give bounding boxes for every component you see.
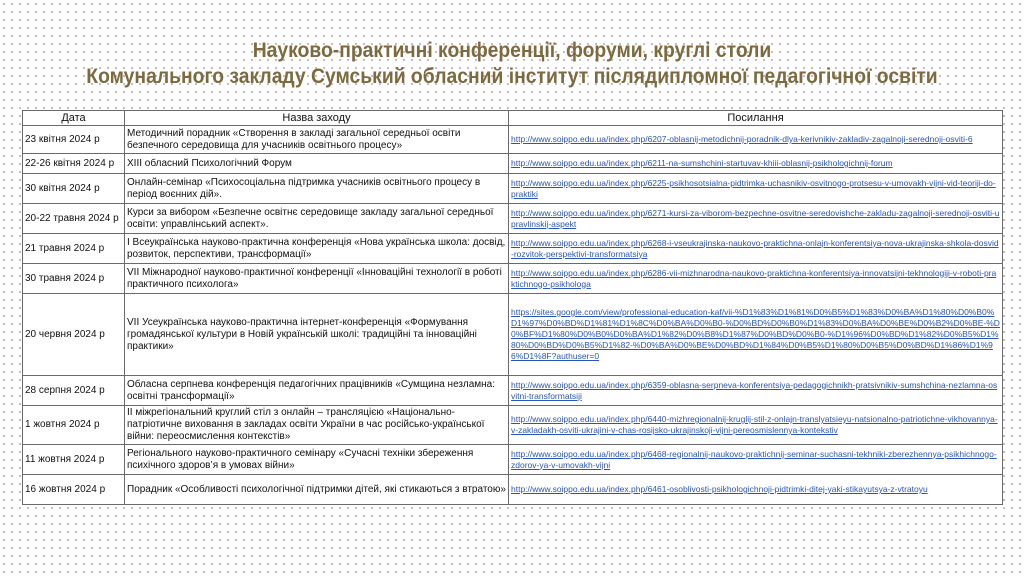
table-row	[23, 174, 1003, 204]
event-link-cell	[509, 475, 1003, 505]
event-date: 20 червня 2024 р	[23, 294, 125, 376]
event-link[interactable]: http://www.soippo.edu.ua/index.php/6440-mizhregionalnij-kruglij-stil-z-onlajn-translyatsieyu-natsionalno-patriotichne-vikhovannya-v-zakladakh-osviti-ukrajini-v-chas-rosijsko-ukrajinskoji-vijni-pereosmislennya-kontekstiv	[511, 414, 998, 435]
event-name: Курси за вибором «Безпечне освітнє середовище закладу загальної середньої освіти: управлінський аспект».	[125, 204, 509, 234]
table-row	[23, 204, 1003, 234]
event-name: II міжрегіональний круглий стіл з онлайн – трансляцією «Національно-патріотичне виховання в закладах освіти України в час російсько-української війни: переосмислення контекстів»	[125, 406, 509, 445]
table-row	[23, 445, 1003, 475]
event-link-cell	[509, 126, 1003, 154]
event-name: Обласна серпнева конференція педагогічних працівників «Сумщина незламна: освітні трансформації»	[125, 376, 509, 406]
event-date: 21 травня 2024 р	[23, 234, 125, 264]
event-link[interactable]: http://www.soippo.edu.ua/index.php/6359-oblasna-serpneva-konferentsiya-pedagogichnikh-pratsivnikiv-sumshchina-nezlamna-osvitni-transformatsiji	[511, 379, 998, 401]
table-row	[23, 376, 1003, 406]
table-row	[23, 234, 1003, 264]
table-row	[23, 294, 1003, 376]
event-link[interactable]: http://www.soippo.edu.ua/index.php/6468-regionalnij-naukovo-praktichnij-seminar-suchasni-tekhniki-zberezhennya-psikhichnogo-zdorov-ya-v-umovakh-vijni	[511, 448, 997, 470]
event-link[interactable]: http://www.soippo.edu.ua/index.php/6211-na-sumshchini-startuvav-khiii-oblasnij-psikhologichnij-forum	[511, 158, 893, 168]
event-date: 23 квітня 2024 р	[23, 126, 125, 154]
event-date: 22-26 квітня 2024 р	[23, 154, 125, 174]
header-link: Посилання	[509, 111, 1003, 126]
event-date: 28 серпня 2024 р	[23, 376, 125, 406]
event-link[interactable]: http://www.soippo.edu.ua/index.php/6207-oblasnij-metodichnij-poradnik-dlya-kerivnikiv-zakladiv-zagalnoji-serednoji-osviti-6	[511, 134, 973, 144]
event-link[interactable]: https://sites.google.com/view/professional-education-kaf/vii-%D1%83%D1%81%D0%B5%D1%83%D0%BA%D1%80%D0%B0%D1%97%D0%BD%D1%81%D1%8C%D0%BA%D0%B0-%D0%BD%D0%B0%D1%83%D0%BA%D0%BE%D0%B2%D0%BE-%D0%BF%D1%80%D0%B0%D0%BA%D1%82%D0%B8%D1%87%D0%BD%D0%B0-%D1%96%D0%BD%D1%82%D0%B5%D1%80%D0%BD%D0%B5%D1%82-%D0%BA%D0%BE%D0%BD%D1%84%D0%B5%D1%80%D0%B5%D0%BD%D1%86%D1%96%D1%8F?authuser=0	[511, 307, 1000, 361]
event-date: 20-22 травня 2024 р	[23, 204, 125, 234]
event-name: Порадник «Особливості психологічної підтримки дітей, які стикаються з втратою»	[125, 475, 509, 505]
event-link-cell	[509, 445, 1003, 475]
event-link[interactable]: http://www.soippo.edu.ua/index.php/6225-psikhosotsialna-pidtrimka-uchasnikiv-osvitnogo-protsesu-v-umovakh-vijni-vid-teoriji-do-praktiki	[511, 177, 996, 199]
event-name: Регіонального науково-практичного семінару «Сучасні техніки збереження психічного здоров’я в умовах війни»	[125, 445, 509, 475]
event-date: 1 жовтня 2024 р	[23, 406, 125, 445]
header-date: Дата	[23, 111, 125, 126]
header-event-name: Назва заходу	[125, 111, 509, 126]
event-date: 16 жовтня 2024 р	[23, 475, 125, 505]
event-name: VІІ Усеукраїнська науково-практична інтернет-конференція «Формування громадянської культури в Новій українській школі: традиційні та інноваційні практики»	[125, 294, 509, 376]
event-link-cell	[509, 294, 1003, 376]
table-row	[23, 406, 1003, 445]
event-link-cell	[509, 264, 1003, 294]
event-link[interactable]: http://www.soippo.edu.ua/index.php/6286-vii-mizhnarodna-naukovo-praktichna-konferentsiya-innovatsijni-tekhnologiji-v-roboti-praktichnogo-psikhologa	[511, 267, 997, 289]
table-row	[23, 264, 1003, 294]
table-row	[23, 154, 1003, 174]
event-date: 30 квітня 2024 р	[23, 174, 125, 204]
event-link-cell	[509, 234, 1003, 264]
event-link[interactable]: http://www.soippo.edu.ua/index.php/6271-kursi-za-viborom-bezpechne-osvitne-seredovishche-zakladu-zagalnoji-serednoji-osviti-upravlinskij-aspekt	[511, 207, 1000, 229]
page-title: Науково-практичні конференції, форуми, круглі столи	[252, 39, 772, 62]
table-row	[23, 475, 1003, 505]
event-name: VII Міжнародної науково-практичної конференції «Інноваційні технології в роботі практичного психолога»	[125, 264, 509, 294]
event-link[interactable]: http://www.soippo.edu.ua/index.php/6461-osoblivosti-psikhologichnoji-pidtrimki-ditej-yaki-stikayutsya-z-vtratoyu	[511, 484, 928, 494]
event-link-cell	[509, 204, 1003, 234]
event-date: 30 травня 2024 р	[23, 264, 125, 294]
events-table	[22, 110, 1003, 505]
event-date: 11 жовтня 2024 р	[23, 445, 125, 475]
event-link-cell	[509, 406, 1003, 445]
event-link-cell	[509, 376, 1003, 406]
event-link[interactable]: http://www.soippo.edu.ua/index.php/6268-i-vseukrajinska-naukovo-praktichna-onlajn-konferentsiya-nova-ukrajinska-shkola-dosvid-rozvitok-perspektivi-transformatsiya	[511, 237, 999, 259]
event-link-cell	[509, 154, 1003, 174]
table-header-row	[23, 111, 1003, 126]
event-name: І Всеукраїнська науково-практична конференція «Нова українська школа: досвід, розвиток, перспективи, трансформації»	[125, 234, 509, 264]
event-name: Методичний порадник «Створення в закладі загальної середньої освіти безпечного середовища для учасників освітнього процесу»	[125, 126, 509, 154]
event-name: Онлайн-семінар «Психосоціальна підтримка учасників освітнього процесу в період воєнних дій».	[125, 174, 509, 204]
event-link-cell	[509, 174, 1003, 204]
table-row	[23, 126, 1003, 154]
page-subtitle: Комунального закладу Сумський обласний інститут післядипломної педагогічної освіти	[86, 65, 938, 88]
event-name: ХІІІ обласний Психологічний Форум	[125, 154, 509, 174]
